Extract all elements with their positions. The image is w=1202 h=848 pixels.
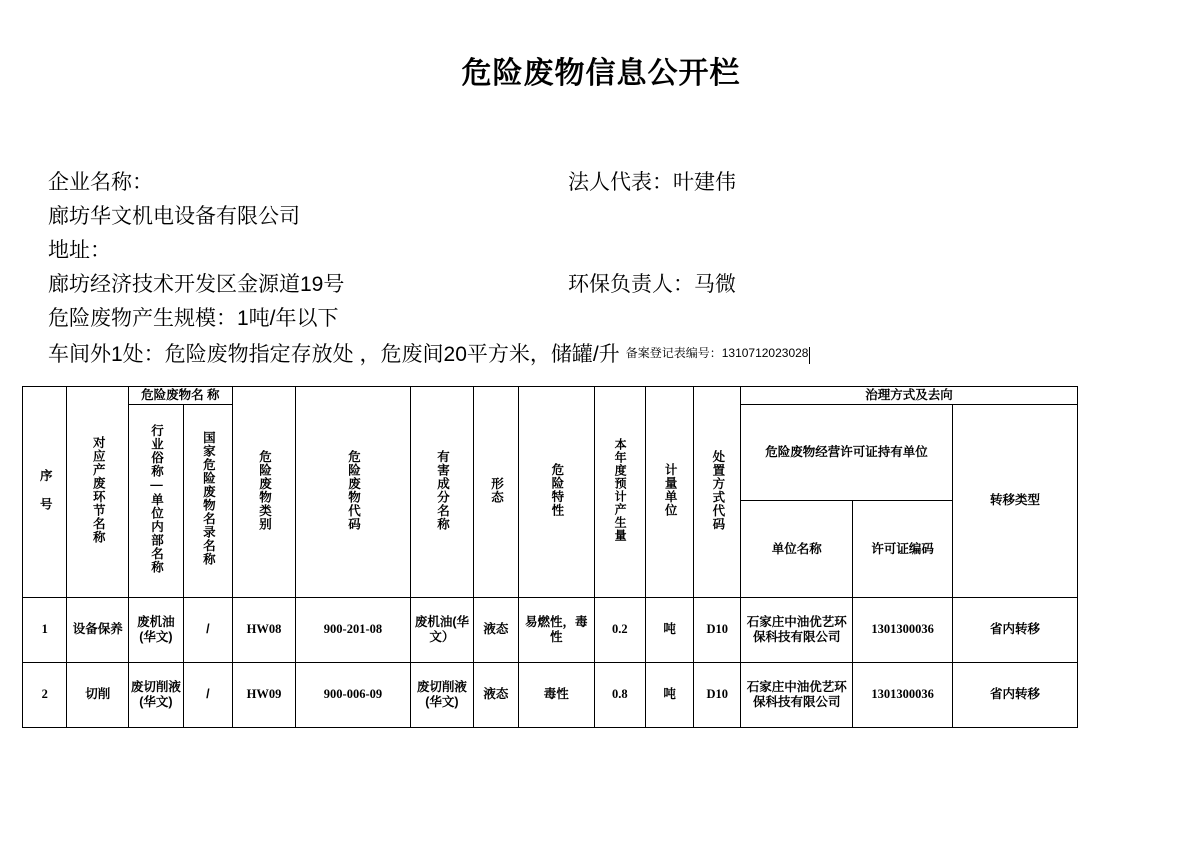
cell-national-catalog: / — [183, 662, 232, 727]
cell-disposal-code: D10 — [694, 597, 741, 662]
cell-waste-code: 900-006-09 — [296, 662, 410, 727]
company-name-row — [48, 166, 1202, 200]
company-name-value: 廊坊华文机电设备有限公司 — [48, 205, 300, 228]
table-row — [23, 662, 1078, 727]
cell-year-estimate: 0.8 — [594, 662, 645, 727]
cell-year-estimate: 0.2 — [594, 597, 645, 662]
waste-scale: 危险废物产生规模：1吨/年以下 — [48, 307, 339, 330]
table-row — [23, 597, 1078, 662]
document-page — [0, 48, 1202, 848]
header-waste-category: 危险废物类别 — [232, 387, 296, 598]
table-header-row-1 — [23, 387, 1078, 405]
cell-hazard-property: 易燃性，毒性 — [518, 597, 594, 662]
cell-link-name: 切削 — [67, 662, 128, 727]
header-treatment-group: 治理方式及去向 — [741, 387, 1078, 405]
cell-seq: 2 — [23, 662, 67, 727]
cell-unit: 吨 — [645, 597, 694, 662]
company-name-label: 企业名称： — [48, 171, 153, 194]
address-label: 地址： — [48, 239, 111, 262]
cell-harmful-component: 废机油(华文） — [410, 597, 474, 662]
cell-industry-alias: 废切削液(华文) — [128, 662, 183, 727]
header-national-catalog: 国家危险废物名录名称 — [183, 404, 232, 597]
address-row — [48, 268, 1202, 302]
cell-unit: 吨 — [645, 662, 694, 727]
header-harmful-component: 有害成分名称 — [410, 387, 474, 598]
storage-info: 车间外1处：危险废物指定存放处 ，危废间20平方米，储罐/升 — [48, 343, 620, 366]
cell-harmful-component: 废切削液(华文) — [410, 662, 474, 727]
cell-hazard-property: 毒性 — [518, 662, 594, 727]
header-disposal-code: 处置方式代码 — [694, 387, 741, 598]
header-link-name: 对应产废环节名称 — [67, 387, 128, 598]
cell-unit-name: 石家庄中油优艺环保科技有限公司 — [741, 662, 853, 727]
header-year-estimate: 本年度预计产生量 — [594, 387, 645, 598]
header-waste-name-group: 危险废物名 称 — [128, 387, 232, 405]
legal-representative: 法人代表：叶建伟 — [568, 171, 736, 194]
hazardous-waste-table — [22, 386, 1078, 728]
cell-industry-alias: 废机油(华文) — [128, 597, 183, 662]
header-seq: 序 号 — [23, 387, 67, 598]
header-waste-code: 危险废物代码 — [296, 387, 410, 598]
header-license-number: 许可证编码 — [853, 501, 953, 598]
page-title: 危险废物信息公开栏 — [461, 57, 741, 90]
header-form: 形态 — [474, 387, 518, 598]
text-caret — [809, 347, 810, 364]
cell-seq: 1 — [23, 597, 67, 662]
header-unit-name: 单位名称 — [741, 501, 853, 598]
cell-form: 液态 — [474, 597, 518, 662]
cell-license-number: 1301300036 — [853, 662, 953, 727]
cell-waste-category: HW09 — [232, 662, 296, 727]
cell-link-name: 设备保养 — [67, 597, 128, 662]
cell-waste-category: HW08 — [232, 597, 296, 662]
cell-transfer-type: 省内转移 — [952, 597, 1077, 662]
company-info-block — [48, 166, 1202, 372]
cell-form: 液态 — [474, 662, 518, 727]
cell-disposal-code: D10 — [694, 662, 741, 727]
cell-license-number: 1301300036 — [853, 597, 953, 662]
address-value: 廊坊经济技术开发区金源道19号 — [48, 273, 345, 296]
cell-transfer-type: 省内转移 — [952, 662, 1077, 727]
cell-unit-name: 石家庄中油优艺环保科技有限公司 — [741, 597, 853, 662]
cell-waste-code: 900-201-08 — [296, 597, 410, 662]
environment-officer: 环保负责人：马微 — [568, 273, 736, 296]
header-license-holder: 危险废物经营许可证持有单位 — [741, 404, 953, 501]
cell-national-catalog: / — [183, 597, 232, 662]
storage-info-row — [48, 336, 1202, 372]
header-unit: 计量单位 — [645, 387, 694, 598]
header-industry-alias: 行业俗称—单位内部名称 — [128, 404, 183, 597]
registration-number: 备案登记表编号：1310712023028 — [625, 346, 809, 360]
header-hazard-property: 危险特性 — [518, 387, 594, 598]
header-transfer-type: 转移类型 — [952, 404, 1077, 597]
